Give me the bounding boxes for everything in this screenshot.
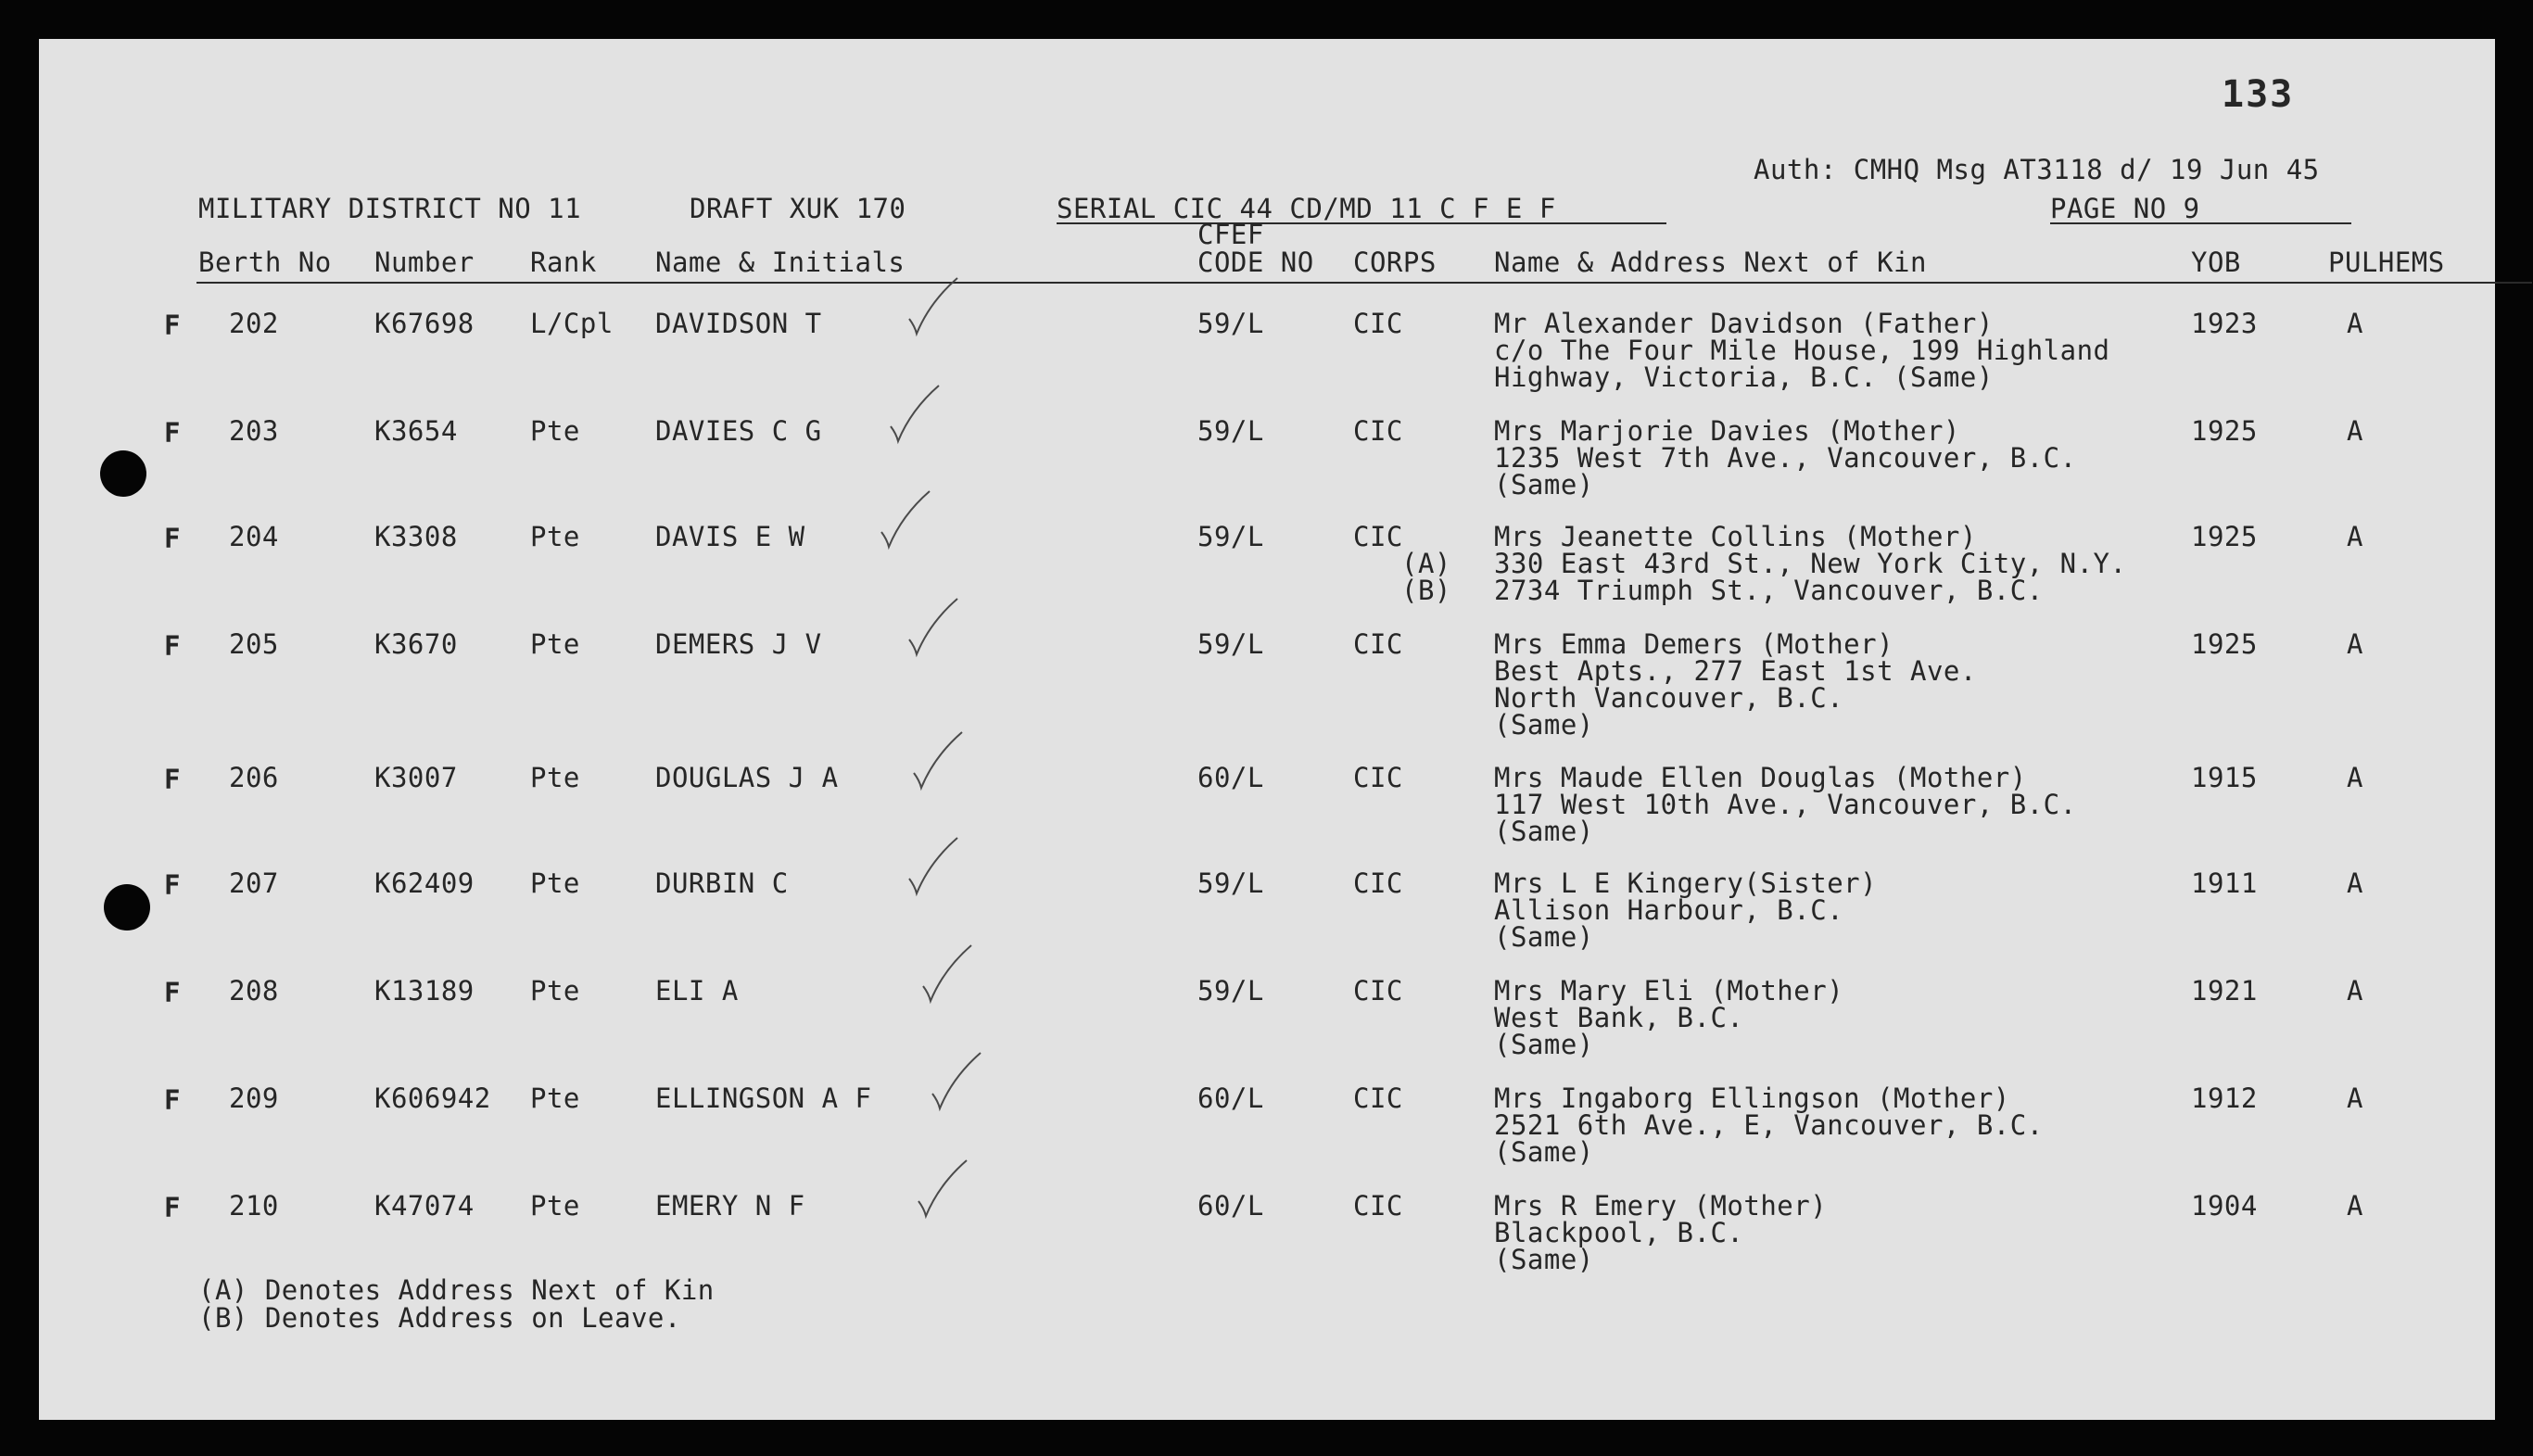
year-of-birth: 1925 bbox=[2191, 628, 2258, 660]
corps: CIC bbox=[1353, 415, 1403, 447]
corps: CIC bbox=[1353, 867, 1403, 899]
row-flag: F bbox=[164, 977, 181, 1008]
service-number: K3670 bbox=[374, 628, 458, 660]
berth-no: 209 bbox=[229, 1083, 279, 1114]
service-number: K606942 bbox=[374, 1083, 491, 1114]
page-stamp: 133 bbox=[2222, 73, 2295, 116]
corps: CIC bbox=[1353, 628, 1403, 660]
year-of-birth: 1925 bbox=[2191, 415, 2258, 447]
row-flag: F bbox=[164, 417, 181, 449]
berth-no: 203 bbox=[229, 415, 279, 447]
name-initials: DURBIN C bbox=[655, 867, 789, 899]
year-of-birth: 1915 bbox=[2191, 762, 2258, 793]
next-of-kin-line: Blackpool, B.C. bbox=[1494, 1217, 1744, 1248]
code-no: 60/L bbox=[1197, 1190, 1264, 1222]
next-of-kin-line: Mrs L E Kingery(Sister) bbox=[1494, 867, 1878, 899]
pulhems-grade: A bbox=[2347, 762, 2363, 793]
name-initials: ELI A bbox=[655, 975, 739, 1007]
name-initials: ELLINGSON A F bbox=[655, 1083, 872, 1114]
pulhems-grade: A bbox=[2347, 1190, 2363, 1222]
berth-no: 204 bbox=[229, 521, 279, 552]
rank: Pte bbox=[530, 867, 580, 899]
serial-underline bbox=[1057, 222, 1666, 224]
code-no: 59/L bbox=[1197, 867, 1264, 899]
check-mark-icon bbox=[878, 487, 933, 552]
page-number-label: PAGE NO 9 bbox=[2050, 193, 2200, 224]
row-flag: F bbox=[164, 630, 181, 662]
row-flag: F bbox=[164, 1084, 181, 1116]
page-underline bbox=[2050, 222, 2351, 224]
next-of-kin-line: 2521 6th Ave., E, Vancouver, B.C. bbox=[1494, 1109, 2044, 1141]
pulhems-grade: A bbox=[2347, 628, 2363, 660]
name-initials: DAVIS E W bbox=[655, 521, 805, 552]
year-of-birth: 1904 bbox=[2191, 1190, 2258, 1222]
col-berth: Berth No bbox=[198, 247, 332, 278]
code-no: 59/L bbox=[1197, 628, 1264, 660]
pulhems-grade: A bbox=[2347, 1083, 2363, 1114]
rank: Pte bbox=[530, 1083, 580, 1114]
code-no: 60/L bbox=[1197, 1083, 1264, 1114]
rank: L/Cpl bbox=[530, 308, 614, 339]
name-initials: DEMERS J V bbox=[655, 628, 822, 660]
row-flag: F bbox=[164, 869, 181, 901]
address-marker: (A) bbox=[1401, 548, 1451, 579]
rank: Pte bbox=[530, 521, 580, 552]
next-of-kin-line: c/o The Four Mile House, 199 Highland bbox=[1494, 335, 2110, 366]
code-no: 60/L bbox=[1197, 762, 1264, 793]
row-flag: F bbox=[164, 523, 181, 554]
punch-hole bbox=[100, 450, 146, 497]
next-of-kin-line: (Same) bbox=[1494, 469, 1594, 500]
name-initials: DAVIES C G bbox=[655, 415, 822, 447]
corps: CIC bbox=[1353, 308, 1403, 339]
next-of-kin-line: Mrs Marjorie Davies (Mother) bbox=[1494, 415, 1960, 447]
next-of-kin-line: 330 East 43rd St., New York City, N.Y. bbox=[1494, 548, 2127, 579]
next-of-kin-line: (Same) bbox=[1494, 816, 1594, 847]
service-number: K47074 bbox=[374, 1190, 475, 1222]
col-code: CODE NO bbox=[1197, 247, 1314, 278]
next-of-kin-line: West Bank, B.C. bbox=[1494, 1002, 1744, 1033]
service-number: K67698 bbox=[374, 308, 475, 339]
corps: CIC bbox=[1353, 1190, 1403, 1222]
pulhems-grade: A bbox=[2347, 867, 2363, 899]
col-yob: YOB bbox=[2191, 247, 2241, 278]
rank: Pte bbox=[530, 762, 580, 793]
col-rank: Rank bbox=[530, 247, 597, 278]
berth-no: 208 bbox=[229, 975, 279, 1007]
district-label: MILITARY DISTRICT NO 11 bbox=[198, 193, 582, 224]
col-cfef: CFEF bbox=[1197, 219, 1264, 250]
next-of-kin-line: 117 West 10th Ave., Vancouver, B.C. bbox=[1494, 789, 2077, 820]
record-sheet bbox=[39, 39, 2495, 1420]
year-of-birth: 1921 bbox=[2191, 975, 2258, 1007]
next-of-kin-line: (Same) bbox=[1494, 1244, 1594, 1275]
footnote-a: (A) Denotes Address Next of Kin bbox=[198, 1274, 715, 1306]
col-corps: CORPS bbox=[1353, 247, 1437, 278]
check-mark-icon bbox=[929, 1049, 984, 1114]
row-flag: F bbox=[164, 1192, 181, 1223]
next-of-kin-line: Allison Harbour, B.C. bbox=[1494, 894, 1844, 926]
next-of-kin-line: Mrs Jeanette Collins (Mother) bbox=[1494, 521, 1977, 552]
pulhems-grade: A bbox=[2347, 521, 2363, 552]
year-of-birth: 1925 bbox=[2191, 521, 2258, 552]
berth-no: 210 bbox=[229, 1190, 279, 1222]
check-mark-icon bbox=[906, 834, 961, 899]
next-of-kin-line: (Same) bbox=[1494, 1029, 1594, 1060]
col-pulhems: PULHEMS bbox=[2328, 247, 2445, 278]
berth-no: 206 bbox=[229, 762, 279, 793]
next-of-kin-line: Mrs Ingaborg Ellingson (Mother) bbox=[1494, 1083, 2010, 1114]
pulhems-grade: A bbox=[2347, 415, 2363, 447]
rank: Pte bbox=[530, 628, 580, 660]
next-of-kin-line: Best Apts., 277 East 1st Ave. bbox=[1494, 655, 1977, 687]
address-marker: (B) bbox=[1401, 575, 1451, 606]
berth-no: 205 bbox=[229, 628, 279, 660]
year-of-birth: 1912 bbox=[2191, 1083, 2258, 1114]
col-name: Name & Initials bbox=[655, 247, 906, 278]
check-mark-icon bbox=[887, 382, 943, 447]
check-mark-icon bbox=[906, 595, 961, 660]
next-of-kin-line: (Same) bbox=[1494, 1136, 1594, 1168]
next-of-kin-line: 1235 West 7th Ave., Vancouver, B.C. bbox=[1494, 442, 2077, 474]
next-of-kin-line: 2734 Triumph St., Vancouver, B.C. bbox=[1494, 575, 2044, 606]
corps: CIC bbox=[1353, 521, 1403, 552]
serial-label: SERIAL CIC 44 CD/MD 11 C F E F bbox=[1057, 193, 1556, 224]
pulhems-grade: A bbox=[2347, 308, 2363, 339]
code-no: 59/L bbox=[1197, 521, 1264, 552]
corps: CIC bbox=[1353, 1083, 1403, 1114]
berth-no: 207 bbox=[229, 867, 279, 899]
rank: Pte bbox=[530, 1190, 580, 1222]
next-of-kin-line: Mrs Maude Ellen Douglas (Mother) bbox=[1494, 762, 2027, 793]
punch-hole bbox=[104, 884, 150, 931]
berth-no: 202 bbox=[229, 308, 279, 339]
footnote-b: (B) Denotes Address on Leave. bbox=[198, 1302, 681, 1334]
next-of-kin-line: (Same) bbox=[1494, 921, 1594, 953]
year-of-birth: 1911 bbox=[2191, 867, 2258, 899]
authority-line: Auth: CMHQ Msg AT3118 d/ 19 Jun 45 bbox=[1754, 154, 2320, 185]
check-mark-icon bbox=[910, 728, 966, 793]
service-number: K3007 bbox=[374, 762, 458, 793]
draft-label: DRAFT XUK 170 bbox=[690, 193, 906, 224]
year-of-birth: 1923 bbox=[2191, 308, 2258, 339]
row-flag: F bbox=[164, 310, 181, 341]
corps: CIC bbox=[1353, 975, 1403, 1007]
name-initials: DOUGLAS J A bbox=[655, 762, 839, 793]
service-number: K62409 bbox=[374, 867, 475, 899]
code-no: 59/L bbox=[1197, 308, 1264, 339]
next-of-kin-line: Mrs R Emery (Mother) bbox=[1494, 1190, 1828, 1222]
next-of-kin-line: Mrs Mary Eli (Mother) bbox=[1494, 975, 1844, 1007]
col-number: Number bbox=[374, 247, 475, 278]
check-mark-icon bbox=[919, 942, 975, 1007]
service-number: K13189 bbox=[374, 975, 475, 1007]
row-flag: F bbox=[164, 764, 181, 795]
rank: Pte bbox=[530, 415, 580, 447]
rank: Pte bbox=[530, 975, 580, 1007]
code-no: 59/L bbox=[1197, 975, 1264, 1007]
next-of-kin-line: Highway, Victoria, B.C. (Same) bbox=[1494, 361, 1994, 393]
header-rule bbox=[196, 282, 2532, 284]
pulhems-grade: A bbox=[2347, 975, 2363, 1007]
code-no: 59/L bbox=[1197, 415, 1264, 447]
check-mark-icon bbox=[906, 274, 961, 339]
col-next-of-kin: Name & Address Next of Kin bbox=[1494, 247, 1927, 278]
service-number: K3308 bbox=[374, 521, 458, 552]
name-initials: DAVIDSON T bbox=[655, 308, 822, 339]
name-initials: EMERY N F bbox=[655, 1190, 805, 1222]
next-of-kin-line: (Same) bbox=[1494, 709, 1594, 741]
corps: CIC bbox=[1353, 762, 1403, 793]
next-of-kin-line: Mrs Emma Demers (Mother) bbox=[1494, 628, 1894, 660]
service-number: K3654 bbox=[374, 415, 458, 447]
check-mark-icon bbox=[915, 1157, 970, 1222]
next-of-kin-line: Mr Alexander Davidson (Father) bbox=[1494, 308, 1994, 339]
next-of-kin-line: North Vancouver, B.C. bbox=[1494, 682, 1844, 714]
